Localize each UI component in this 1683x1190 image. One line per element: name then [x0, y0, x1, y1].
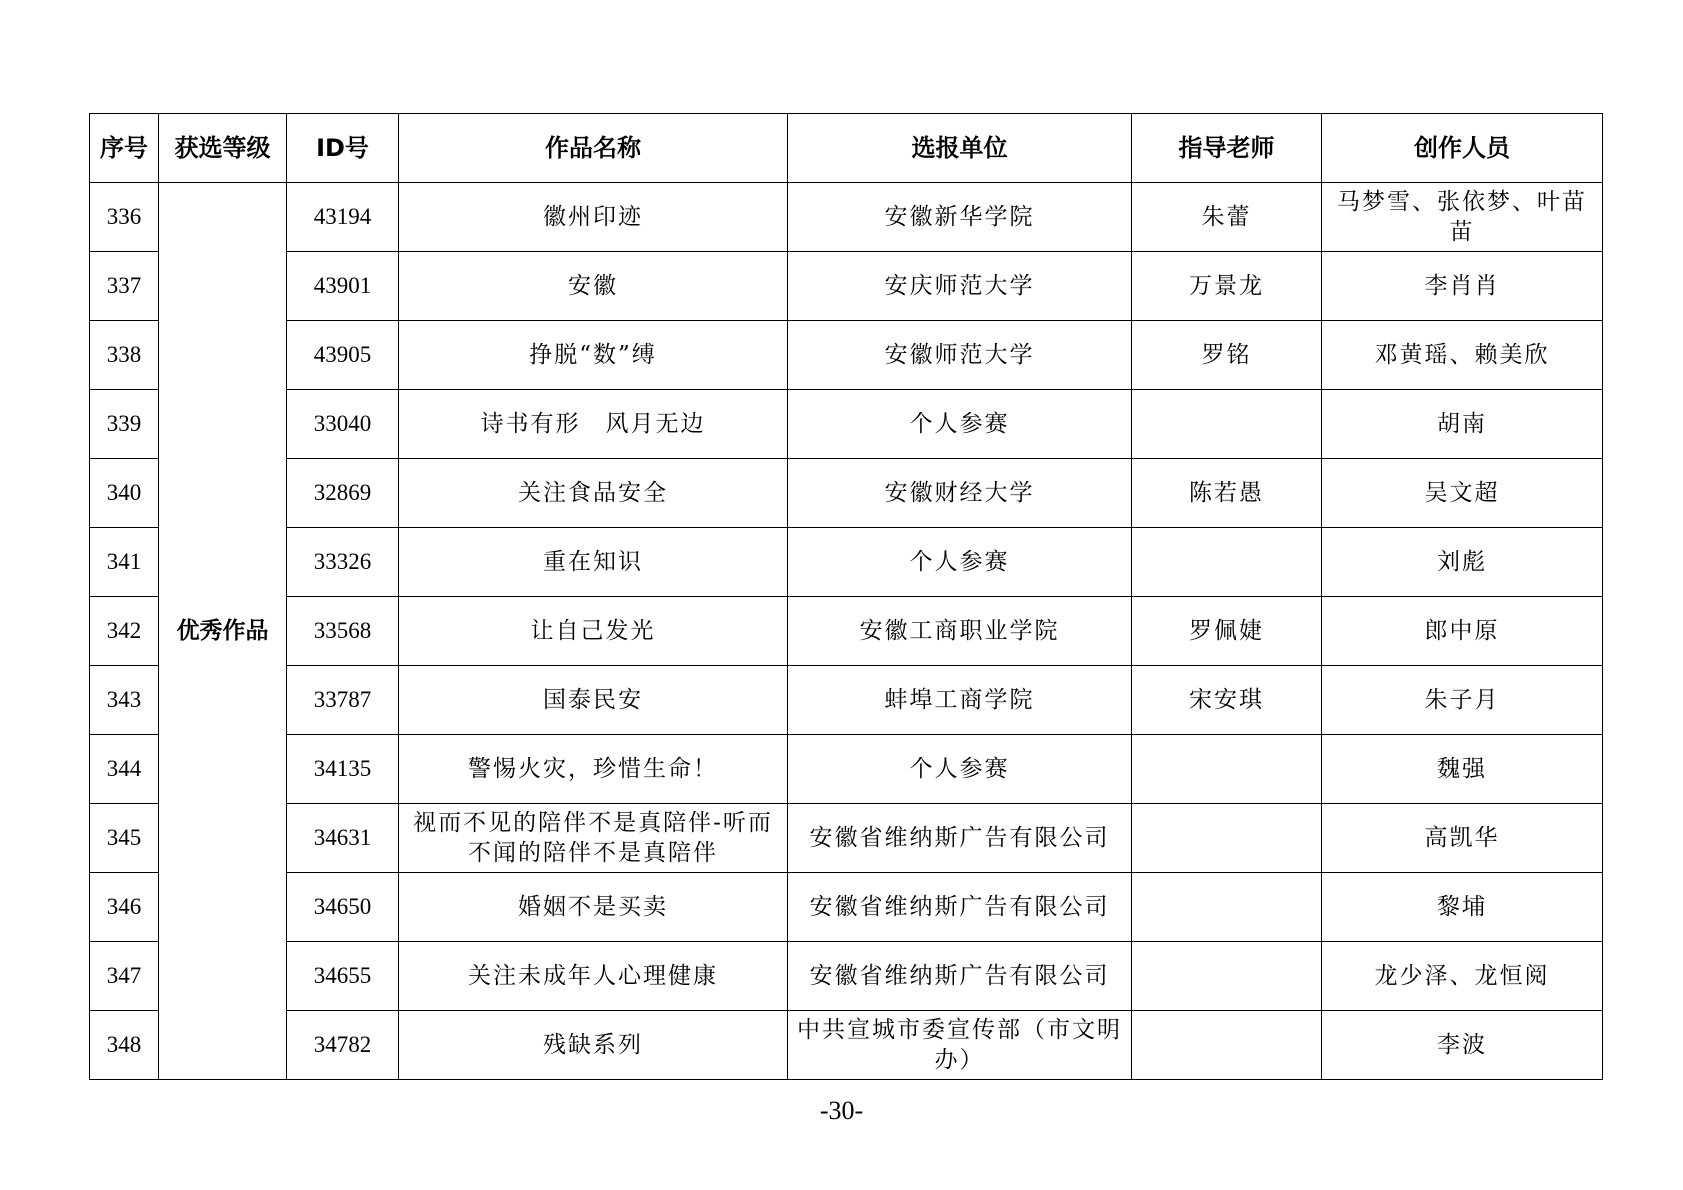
cell-teacher: 陈若愚 [1132, 459, 1322, 528]
cell-serial: 337 [90, 252, 159, 321]
header-serial: 序号 [90, 114, 159, 183]
table-row [90, 804, 1603, 873]
cell-creators: 郎中原 [1322, 597, 1603, 666]
cell-serial: 339 [90, 390, 159, 459]
cell-unit: 个人参赛 [788, 735, 1132, 804]
cell-serial: 342 [90, 597, 159, 666]
cell-id: 34631 [287, 804, 399, 873]
cell-id: 43194 [287, 183, 399, 252]
cell-creators: 朱子月 [1322, 666, 1603, 735]
cell-creators: 胡南 [1322, 390, 1603, 459]
table-row [90, 252, 1603, 321]
cell-creators: 吴文超 [1322, 459, 1603, 528]
header-level: 获选等级 [159, 114, 287, 183]
cell-title: 关注食品安全 [399, 459, 788, 528]
cell-unit: 中共宣城市委宣传部（市文明办） [788, 1011, 1132, 1080]
header-title: 作品名称 [399, 114, 788, 183]
cell-serial: 340 [90, 459, 159, 528]
cell-unit: 安徽省维纳斯广告有限公司 [788, 942, 1132, 1011]
cell-teacher [1132, 942, 1322, 1011]
cell-title: 安徽 [399, 252, 788, 321]
cell-teacher: 罗佩婕 [1132, 597, 1322, 666]
cell-teacher [1132, 804, 1322, 873]
cell-creators: 刘彪 [1322, 528, 1603, 597]
table-row [90, 873, 1603, 942]
cell-teacher: 万景龙 [1132, 252, 1322, 321]
cell-teacher [1132, 1011, 1322, 1080]
cell-title: 关注未成年人心理健康 [399, 942, 788, 1011]
cell-title: 国泰民安 [399, 666, 788, 735]
cell-title: 诗书有形 风月无边 [399, 390, 788, 459]
cell-serial: 345 [90, 804, 159, 873]
cell-unit: 个人参赛 [788, 528, 1132, 597]
cell-creators: 李肖肖 [1322, 252, 1603, 321]
cell-serial: 347 [90, 942, 159, 1011]
cell-unit: 安徽财经大学 [788, 459, 1132, 528]
cell-id: 33568 [287, 597, 399, 666]
cell-unit: 安徽省维纳斯广告有限公司 [788, 804, 1132, 873]
cell-title: 挣脱“数”缚 [399, 321, 788, 390]
cell-serial: 336 [90, 183, 159, 252]
cell-id: 33787 [287, 666, 399, 735]
cell-title: 视而不见的陪伴不是真陪伴-听而不闻的陪伴不是真陪伴 [399, 804, 788, 873]
cell-id: 34655 [287, 942, 399, 1011]
cell-teacher [1132, 735, 1322, 804]
cell-serial: 341 [90, 528, 159, 597]
cell-title: 重在知识 [399, 528, 788, 597]
cell-creators: 李波 [1322, 1011, 1603, 1080]
cell-id: 34782 [287, 1011, 399, 1080]
cell-serial: 348 [90, 1011, 159, 1080]
table-row [90, 597, 1603, 666]
cell-serial: 343 [90, 666, 159, 735]
cell-teacher [1132, 390, 1322, 459]
cell-title: 让自己发光 [399, 597, 788, 666]
header-id: ID号 [287, 114, 399, 183]
cell-unit: 个人参赛 [788, 390, 1132, 459]
cell-unit: 蚌埠工商学院 [788, 666, 1132, 735]
table-row [90, 183, 1603, 252]
table-row [90, 735, 1603, 804]
cell-unit: 安徽省维纳斯广告有限公司 [788, 873, 1132, 942]
cell-creators: 邓黄瑶、赖美欣 [1322, 321, 1603, 390]
cell-serial: 338 [90, 321, 159, 390]
cell-unit: 安徽工商职业学院 [788, 597, 1132, 666]
cell-id: 43905 [287, 321, 399, 390]
cell-serial: 344 [90, 735, 159, 804]
cell-serial: 346 [90, 873, 159, 942]
cell-creators: 魏强 [1322, 735, 1603, 804]
table-row [90, 942, 1603, 1011]
cell-teacher [1132, 528, 1322, 597]
table-row [90, 666, 1603, 735]
cell-title: 婚姻不是买卖 [399, 873, 788, 942]
cell-title: 徽州印迹 [399, 183, 788, 252]
cell-creators: 高凯华 [1322, 804, 1603, 873]
table-row [90, 459, 1603, 528]
table-row [90, 321, 1603, 390]
header-creators: 创作人员 [1322, 114, 1603, 183]
header-row [90, 114, 1603, 183]
header-unit: 选报单位 [788, 114, 1132, 183]
page-number: -30- [819, 1096, 864, 1125]
awards-table [89, 113, 1603, 1080]
cell-title: 残缺系列 [399, 1011, 788, 1080]
cell-teacher [1132, 873, 1322, 942]
cell-title: 警惕火灾，珍惜生命！ [399, 735, 788, 804]
table-body [90, 183, 1603, 1080]
cell-level: 优秀作品 [159, 183, 287, 1080]
cell-teacher: 罗铭 [1132, 321, 1322, 390]
cell-id: 34135 [287, 735, 399, 804]
cell-id: 32869 [287, 459, 399, 528]
table-row [90, 1011, 1603, 1080]
cell-teacher: 朱蕾 [1132, 183, 1322, 252]
cell-unit: 安徽师范大学 [788, 321, 1132, 390]
cell-id: 34650 [287, 873, 399, 942]
cell-unit: 安徽新华学院 [788, 183, 1132, 252]
cell-id: 33040 [287, 390, 399, 459]
cell-id: 33326 [287, 528, 399, 597]
header-teacher: 指导老师 [1132, 114, 1322, 183]
table-row [90, 390, 1603, 459]
cell-id: 43901 [287, 252, 399, 321]
cell-creators: 马梦雪、张依梦、叶苗苗 [1322, 183, 1603, 252]
cell-unit: 安庆师范大学 [788, 252, 1132, 321]
cell-teacher: 宋安琪 [1132, 666, 1322, 735]
table-row [90, 528, 1603, 597]
cell-creators: 黎埔 [1322, 873, 1603, 942]
cell-creators: 龙少泽、龙恒阅 [1322, 942, 1603, 1011]
